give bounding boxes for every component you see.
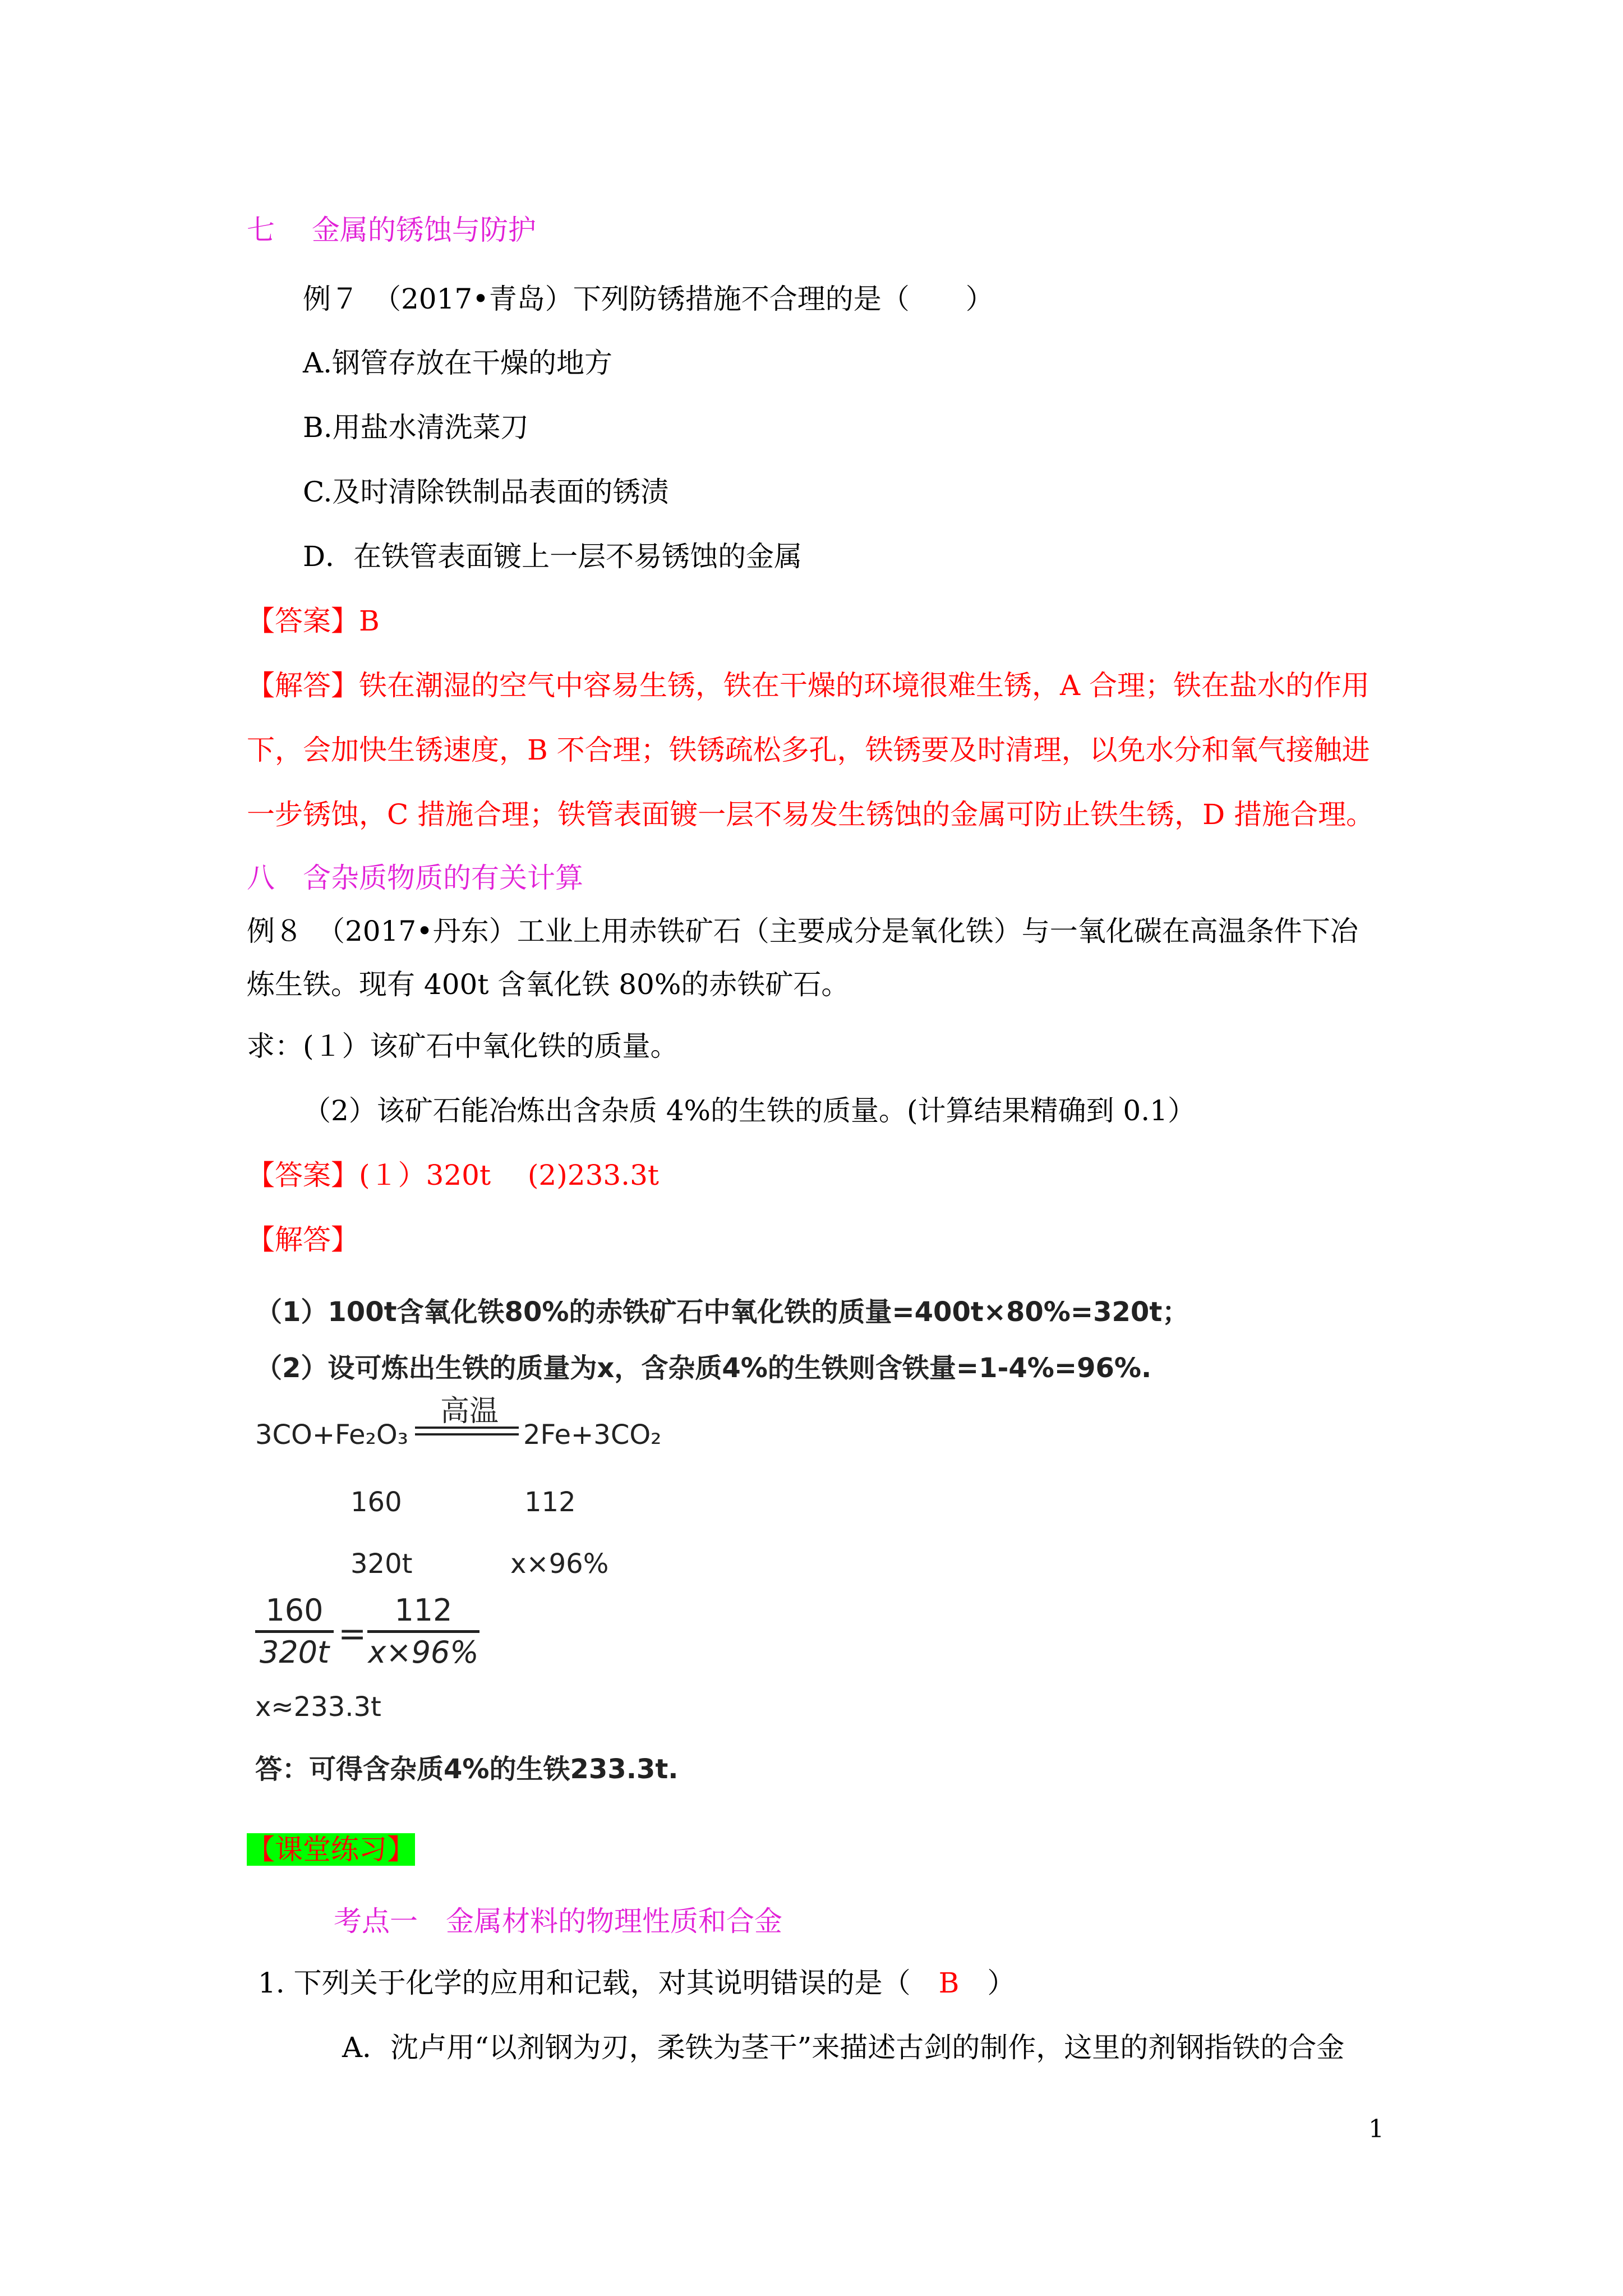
question-1-text: 1. 下列关于化学的应用和记载，对其说明错误的是（ [258, 1967, 939, 1999]
example8-solution-label: 【解答】 [247, 1223, 359, 1256]
example7-option-b: B.用盐水清洗菜刀 [303, 411, 529, 444]
fraction-left-denominator: 320t [259, 1635, 330, 1670]
mass-fe2o3: 320t [351, 1548, 413, 1580]
solution-step-2: （2）设可炼出生铁的质量为x，含杂质4%的生铁则含铁量=1-4%=96%. [255, 1352, 1152, 1384]
example7-option-a: A.钢管存放在干燥的地方 [303, 347, 613, 379]
practice-question-1-option-a: A．沈卢用“以剂钢为刃，柔铁为茎干”来描述古剑的制作，这里的剂钢指铁的合金 [342, 2031, 1345, 2064]
fraction-right-bar [367, 1630, 479, 1633]
example7-question: 例７ （2017•青岛）下列防锈措施不合理的是（ ） [303, 283, 994, 315]
equation-bar-top [415, 1427, 519, 1429]
fraction-left [255, 1593, 334, 1670]
example7-solution-line3: 一步锈蚀，C 措施合理；铁管表面镀一层不易发生锈蚀的金属可防止铁生锈，D 措施合理。 [247, 798, 1375, 831]
practice-topic: 考点一 金属材料的物理性质和合金 [334, 1905, 782, 1938]
example8-question-line2: 炼生铁。现有 400t 含氧化铁 80%的赤铁矿石。 [247, 968, 850, 1001]
practice-question-1 [258, 1963, 1015, 2003]
page-number: 1 [1368, 2115, 1384, 2143]
fraction-right [367, 1593, 479, 1670]
example7-option-d: D．在铁管表面镀上一层不易锈蚀的金属 [303, 540, 803, 573]
equals-sign: = [338, 1614, 367, 1654]
solution-step-1: （1）100t含氧化铁80%的赤铁矿石中氧化铁的质量=400t×80%=320t； [255, 1296, 1189, 1328]
practice-label-text: 【课堂练习】 [247, 1833, 415, 1866]
example7-solution-line2: 下，会加快生锈速度，B 不合理；铁锈疏松多孔，铁锈要及时清理，以免水分和氧气接触进 [247, 734, 1370, 766]
fraction-right-numerator: 112 [394, 1593, 453, 1628]
question-1-answer: B [938, 1967, 960, 1999]
example8-answer: 【答案】(１）320t (2)233.3t [247, 1159, 659, 1191]
practice-label [247, 1830, 415, 1869]
example7-answer: 【答案】B [247, 605, 380, 637]
example7-option-c: C.及时清除铁制品表面的锈渍 [303, 476, 669, 508]
example7-solution-line1: 【解答】铁在潮湿的空气中容易生锈，铁在干燥的环境很难生锈，A 合理；铁在盐水的作用 [247, 669, 1370, 702]
equation-products: 2Fe+3CO₂ [523, 1419, 662, 1451]
solution-image [255, 1285, 1253, 1801]
example8-subquestion-1: 求：(１）该矿石中氧化铁的质量。 [247, 1030, 679, 1062]
example8-subquestion-2: （2）该矿石能冶炼出含杂质 4%的生铁的质量。(计算结果精确到 0.1） [303, 1094, 1196, 1127]
equation-bar-bottom [415, 1433, 519, 1435]
reaction-condition: 高温 [440, 1395, 499, 1428]
example8-question-line1: 例８ （2017•丹东）工业上用赤铁矿石（主要成分是氧化铁）与一氧化碳在高温条件下冶 [247, 915, 1358, 947]
fraction-left-numerator: 160 [265, 1593, 324, 1628]
mass-fe: x×96% [510, 1548, 609, 1580]
fraction-left-bar [255, 1630, 334, 1633]
molar-mass-fe: 112 [524, 1487, 576, 1518]
section7-title: 七 金属的锈蚀与防护 [247, 214, 536, 246]
section8-title: 八 含杂质物质的有关计算 [247, 862, 583, 894]
solution-result: x≈233.3t [255, 1691, 381, 1723]
fraction-right-denominator: x×96% [368, 1635, 479, 1670]
molar-mass-fe2o3: 160 [351, 1487, 402, 1518]
question-1-suffix: ） [959, 1967, 1016, 1999]
solution-conclusion: 答：可得含杂质4%的生铁233.3t. [255, 1754, 679, 1785]
equation-reactants: 3CO+Fe₂O₃ [255, 1419, 408, 1451]
